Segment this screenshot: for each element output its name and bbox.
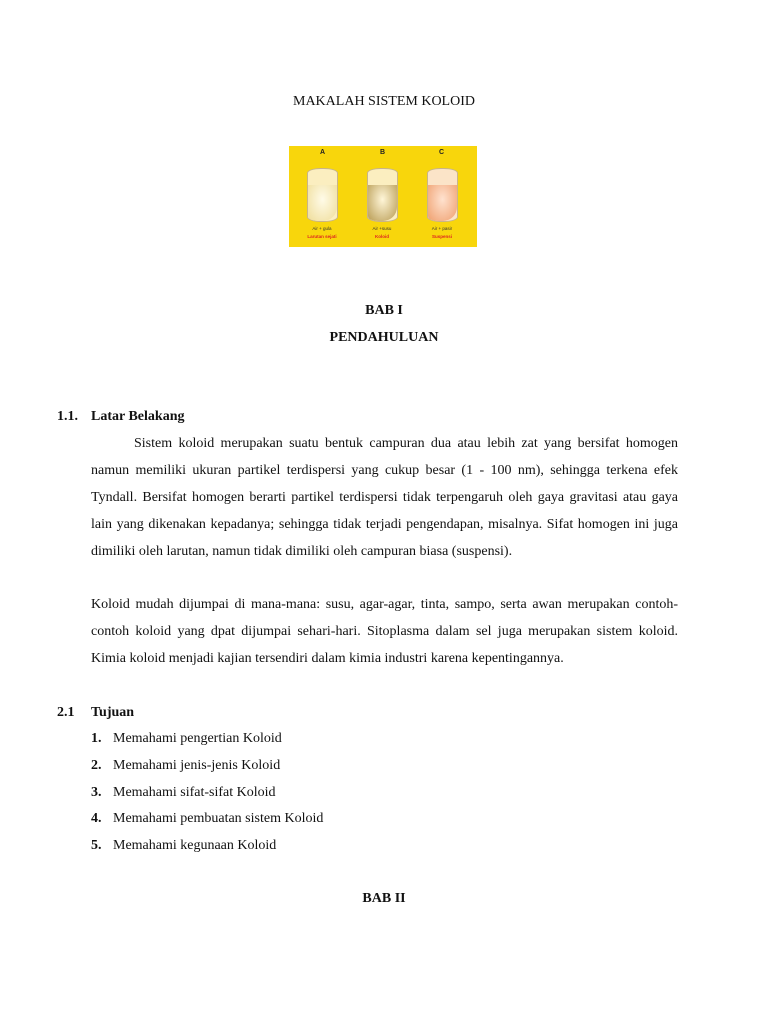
figure-type-b: Koloid xyxy=(375,234,389,239)
bab1-heading: BAB I xyxy=(365,303,403,318)
list-item xyxy=(91,729,323,756)
list-item-text: Memahami kegunaan Koloid xyxy=(113,838,277,854)
list-item-number: 3. xyxy=(91,784,102,800)
list-item xyxy=(91,836,323,863)
figure-caption-c: Air + pasir xyxy=(431,226,453,231)
figure-caption-b: Air +susu xyxy=(372,226,392,231)
background-paragraph-1 xyxy=(91,430,678,565)
section-2-1-number: 2.1 xyxy=(57,705,75,720)
list-item-text: Memahami pengertian Koloid xyxy=(113,731,282,746)
list-item-text: Memahami sifat-sifat Koloid xyxy=(113,784,276,800)
section-1-1-title: Latar Belakang xyxy=(91,409,185,424)
list-item-number: 1. xyxy=(91,731,102,746)
beaker-b xyxy=(367,168,398,222)
beaker-a-solution xyxy=(308,185,337,221)
figure-type-c: Suspensi xyxy=(431,234,452,239)
list-item xyxy=(91,809,323,836)
bab2-heading: BAB II xyxy=(362,891,406,906)
list-item-number: 2. xyxy=(91,757,102,773)
section-2-1-title: Tujuan xyxy=(91,705,135,720)
bab1-subheading: PENDAHULUAN xyxy=(329,330,439,345)
figure-label-c: C xyxy=(439,149,445,156)
colloid-comparison-figure xyxy=(289,146,477,247)
document-title: MAKALAH SISTEM KOLOID xyxy=(293,94,475,109)
list-item xyxy=(91,783,323,810)
beaker-b-solution xyxy=(368,185,397,221)
beaker-c-solution xyxy=(428,185,457,221)
section-1-1-heading xyxy=(57,409,184,425)
list-item-number: 5. xyxy=(91,838,102,854)
figure-label-b: B xyxy=(380,149,386,156)
objectives-list xyxy=(91,729,323,863)
list-item-text: Memahami pembuatan sistem Koloid xyxy=(113,811,324,827)
figure-caption-a: Air + gula xyxy=(312,226,332,231)
list-item-number: 4. xyxy=(91,811,102,827)
background-paragraph-2: Koloid mudah dijumpai di mana-mana: susu, agar-agar, tinta, sampo, serta awan merupakan contoh-contoh koloid yang dpat dijumpai sehari-hari. Sitoplasma dalam sel juga merupakan sistem koloid. Kimia koloid menjadi kajian tersendiri dalam kimia industri karena kepentingannya. xyxy=(91,597,678,666)
list-item xyxy=(91,756,323,783)
beaker-a xyxy=(307,168,338,222)
beaker-c xyxy=(427,168,458,222)
list-item-text: Memahami jenis-jenis Koloid xyxy=(113,757,281,773)
figure-label-a: A xyxy=(320,149,326,156)
figure-type-a: Larutan sejati xyxy=(307,234,337,239)
section-2-1-heading xyxy=(57,705,134,721)
section-1-1-number: 1.1. xyxy=(57,409,78,424)
background-paragraph-1-text: Sistem koloid merupakan suatu bentuk campuran dua atau lebih zat yang bersifat homogen namun memiliki ukuran partikel terdispersi yang cukup besar (1 - 100 nm), sehingga terkena efek Tyndall. Bersifat homogen berarti partikel terdispersi tidak terpengaruh oleh gaya gravitasi atau gaya lain yang dikenakan kepadanya; sehingga tidak terjadi pengendapan, misalnya. Sifat homogen ini juga dimiliki oleh larutan, namun tidak dimiliki oleh campuran biasa (suspensi). xyxy=(91,436,678,559)
